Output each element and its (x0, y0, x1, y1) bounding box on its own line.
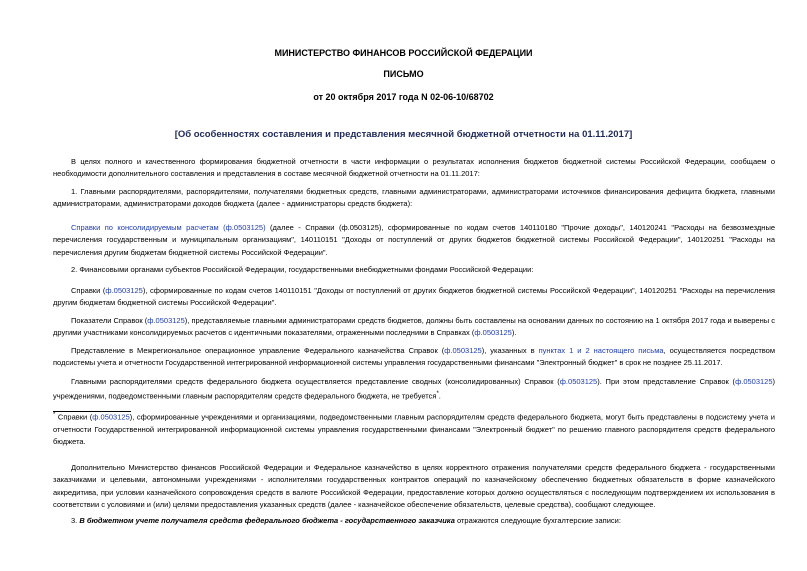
items-1-2-link[interactable]: пунктах 1 и 2 настоящего письма (538, 346, 664, 355)
document-type: ПИСЬМО (383, 69, 424, 79)
paragraph-text: ) учреждениями, подведомственными главным распорядителям средств федерального бюджета, не требуется (53, 377, 776, 401)
footnote-marker: * (53, 412, 56, 418)
paragraph-text: (далее - Справки (ф.0503125), сформированные по кодам счетов 140110180 "Прочие доходы", 140120241 "Расходы на безвозмездные перечисления государственным и муниципальным организациям", 140110151 "Доходы от поступлений от других бюджетов бюджетной системы Российской Федерации", 140120251 "Расходы на перечисления другим бюджетам бюджетной системы Российской Федерации". (53, 223, 776, 257)
paragraph-text: . (438, 391, 441, 401)
paragraph-text: ), сформированные по кодам счетов 140110151 "Доходы от поступлений от других бюджетов бюджетной системы Российской Федерации", 140120251 "Расходы на перечисления другим бюджетам бюджетной системы Российской Федерации". (53, 286, 775, 308)
paragraph-text: Справки ( (71, 286, 106, 295)
paragraph-text: , осуществляется посредством подсистемы учета и отчетности Государственной интегрированной информационной системы управления государственными финансами "Электронный бюджет" в срок не позднее 25.11.2017. (53, 346, 775, 368)
paragraph-item-3 (53, 515, 775, 527)
paragraph-intro: В целях полного и качественного формирования бюджетной отчетности в части информации о результатах исполнения бюджетов бюджетной системы Российской Федерации, сообщаем о необходимости дополнительного составления и представления в составе месячной бюджетной отчетности на 01.11.2017: (53, 157, 775, 179)
form-0503125-link[interactable]: ф.0503125 (92, 412, 130, 422)
spravki-link[interactable]: Справки по консолидируемым расчетам (71, 223, 219, 232)
paragraph-text: Показатели Справок ( (71, 316, 148, 325)
paragraph-item-1: 1. Главными распорядителями, распорядителями, получателями бюджетных средств, главными администраторами, администраторами источников финансирования дефицита бюджета, главными администраторами, администраторами доходов бюджета (далее - администраторы средств бюджета): (53, 187, 775, 209)
form-0503125-link[interactable]: ф.0503125 (444, 346, 482, 355)
paragraph-text: 3. (71, 516, 80, 525)
paragraph-submission (53, 345, 775, 370)
form-0503125-link[interactable]: (ф.0503125) (223, 223, 266, 232)
form-0503125-link[interactable]: ф.0503125 (474, 328, 512, 338)
paragraph-text: ), сформированные учреждениями и организациями, подведомственными главным распорядителям средств федерального бюджета, могут быть представлены в подсистему учета и отчетности Государственной интегрированной информационной системы управления государственными финансами "Электронный бюджет" по решению главного распорядителя средств федерального бюджета. (53, 412, 775, 447)
form-0503125-link[interactable]: ф.0503125 (105, 286, 143, 295)
paragraph-text: ). При этом представление Справок ( (597, 377, 736, 386)
paragraph-item-2: 2. Финансовыми органами субъектов Российской Федерации, государственными внебюджетными фондами Российской Федерации: (71, 265, 534, 274)
paragraph-text: отражаются следующие бухгалтерские записи: (454, 516, 621, 525)
form-0503125-link[interactable]: ф.0503125 (735, 377, 773, 386)
paragraph-item-2-detail (53, 285, 775, 310)
document-date-number: от 20 октября 2017 года N 02-06-10/68702 (313, 92, 494, 102)
footnote (53, 409, 775, 449)
document-subject: [Об особенностях составления и представления месячной бюджетной отчетности на 01.11.2017] (174, 129, 633, 140)
item-3-emphasis: В бюджетном учете получателя средств федерального бюджета - государственного заказчика (79, 516, 455, 525)
paragraph-item-1-detail (53, 222, 775, 259)
footnote-marker: * (436, 391, 439, 398)
form-0503125-link[interactable]: ф.0503125 (147, 316, 185, 325)
paragraph-indicators (53, 315, 775, 340)
paragraph-text: ), указанных в (481, 346, 539, 355)
paragraph-text: Представление в Межрегиональное операционное управление Федерального казначейства Справок ( (71, 346, 445, 355)
ministry-heading: МИНИСТЕРСТВО ФИНАНСОВ РОССИЙСКОЙ ФЕДЕРАЦИИ (274, 48, 533, 58)
paragraph-consolidated (53, 376, 775, 403)
paragraph-additional: Дополнительно Министерство финансов Российской Федерации и Федеральное казначейство в целях корректного отражения получателями средств федерального бюджета - государственными заказчиками и целевыми, автономными учреждениями - исполнителями государственных контрактов операций по казначейскому обеспечению бюджетных обязательств в форме казначейского аккредитива, при условии казначейского сопровождения средств в валюте Российской Федерации, предоставление которых должно осуществляться с последующим подтверждением их использования в соответствии с условиями и (или) целями предоставления указанных средств (далее - казначейское обеспечение обязательств, целевые средства), сообщают следующее. (53, 463, 775, 510)
paragraph-text: ), представляемые главными администраторами средств бюджетов, должны быть составлены на основании данных по состоянию на 1 октября 2017 года и выверены с другими участниками консолидируемых расчетов с идентичными показателями, отраженными последними в Справках ( (53, 316, 776, 338)
paragraph-text: ). (511, 328, 517, 338)
form-0503125-link[interactable]: ф.0503125 (559, 377, 598, 386)
paragraph-text: Главными распорядителями средств федерального бюджета осуществляется представление сводных (консолидированных) Справок ( (71, 377, 560, 386)
paragraph-text: Справки ( (55, 412, 93, 422)
